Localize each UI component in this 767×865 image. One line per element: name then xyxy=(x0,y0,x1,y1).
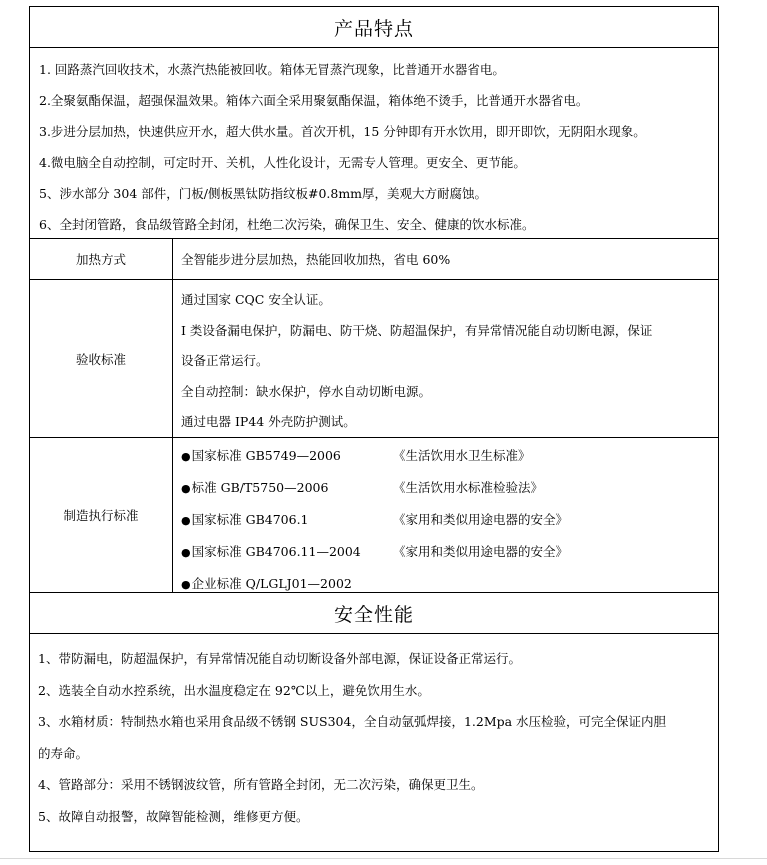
safety-line: 5、故障自动报警，故障智能检测，维修更方便。 xyxy=(38,808,309,824)
standard-name: 《生活饮用水卫生标准》 xyxy=(393,448,531,463)
safety-line: 4、管路部分：采用不锈钢波纹管，所有管路全封闭，无二次污染，确保更卫生。 xyxy=(38,777,484,792)
standard-code: 企业标准 Q/LGLJ01—2002 xyxy=(191,576,352,591)
bullet-icon: ● xyxy=(181,450,191,463)
acceptance-label: 验收标准 xyxy=(30,280,173,437)
acceptance-line: 设备正常运行。 xyxy=(181,353,269,368)
feature-line: 3.步进分层加热，快速供应开水，超大供水量。首次开机，15 分钟即有开水饮用，即开即饮，无阴阳水现象。 xyxy=(39,124,646,139)
standard-name: 《家用和类似用途电器的安全》 xyxy=(393,512,569,527)
bullet-icon: ● xyxy=(181,514,191,527)
standards-row xyxy=(30,438,718,593)
bullet-icon: ● xyxy=(181,578,191,591)
standard-code-cell xyxy=(181,504,393,536)
acceptance-line: 全自动控制：缺水保护，停水自动切断电源。 xyxy=(181,383,432,399)
standard-code-cell xyxy=(181,568,393,600)
standards-value xyxy=(173,438,718,592)
standard-code-cell xyxy=(181,472,393,504)
safety-line: 2、选装全自动水控系统，出水温度稳定在 92℃以上，避免饮用生水。 xyxy=(38,682,430,698)
feature-line: 5、涉水部分 304 部件，门板/侧板黑钛防指纹板#0.8mm厚，美观大方耐腐蚀。 xyxy=(39,186,488,201)
feature-line: 1. 回路蒸汽回收技术，水蒸汽热能被回收。箱体无冒蒸汽现象，比普通开水器省电。 xyxy=(39,62,505,77)
standard-item xyxy=(181,568,718,600)
safety-line: 1、带防漏电，防超温保护，有异常情况能自动切断设备外部电源，保证设备正常运行。 xyxy=(38,651,521,666)
standard-code: 国家标准 GB4706.1 xyxy=(191,512,309,527)
standard-code: 标准 GB/T5750—2006 xyxy=(191,480,329,495)
heating-row xyxy=(30,239,718,280)
safety-title: 安全性能 xyxy=(30,593,718,634)
standard-item xyxy=(181,440,718,472)
acceptance-line: I 类设备漏电保护，防漏电、防干烧、防超温保护，有异常情况能自动切断电源，保证 xyxy=(181,322,653,338)
standard-name: 《生活饮用水标准检验法》 xyxy=(393,480,544,495)
acceptance-line: 通过国家 CQC 安全认证。 xyxy=(181,292,331,307)
standard-item xyxy=(181,472,718,504)
standard-code: 国家标准 GB4706.11—2004 xyxy=(191,544,361,559)
features-list xyxy=(30,48,718,239)
bullet-icon: ● xyxy=(181,482,191,495)
features-title: 产品特点 xyxy=(30,7,718,48)
standards-label: 制造执行标准 xyxy=(30,438,173,592)
feature-line: 2.全聚氨酯保温，超强保温效果。箱体六面全采用聚氨酯保温，箱体绝不烫手，比普通开水器省电。 xyxy=(39,93,589,108)
safety-list xyxy=(30,634,718,832)
standard-item xyxy=(181,504,718,536)
bullet-icon: ● xyxy=(181,546,191,559)
safety-line: 3、水箱材质：特制热水箱也采用食品级不锈钢 SUS304，全自动氩弧焊接，1.2Mpa 水压检验，可完全保证内胆 xyxy=(38,714,667,729)
acceptance-value xyxy=(173,280,718,437)
page-bottom-divider xyxy=(0,858,767,859)
heating-value: 全智能步进分层加热，热能回收加热，省电 60% xyxy=(181,252,451,267)
acceptance-row xyxy=(30,280,718,438)
feature-line: 4.微电脑全自动控制，可定时开、关机，人性化设计，无需专人管理。更安全、更节能。 xyxy=(39,155,526,170)
feature-line: 6、全封闭管路，食品级管路全封闭，杜绝二次污染，确保卫生、安全、健康的饮水标准。 xyxy=(39,217,535,232)
standard-code: 国家标准 GB5749—2006 xyxy=(191,448,341,463)
spec-sheet xyxy=(29,6,719,852)
standard-name: 《家用和类似用途电器的安全》 xyxy=(393,544,569,559)
safety-line: 的寿命。 xyxy=(38,745,89,761)
heating-label: 加热方式 xyxy=(30,239,173,279)
standard-item xyxy=(181,536,718,568)
standard-code-cell xyxy=(181,536,393,568)
acceptance-line: 通过电器 IP44 外壳防护测试。 xyxy=(181,414,356,429)
standard-code-cell xyxy=(181,440,393,472)
